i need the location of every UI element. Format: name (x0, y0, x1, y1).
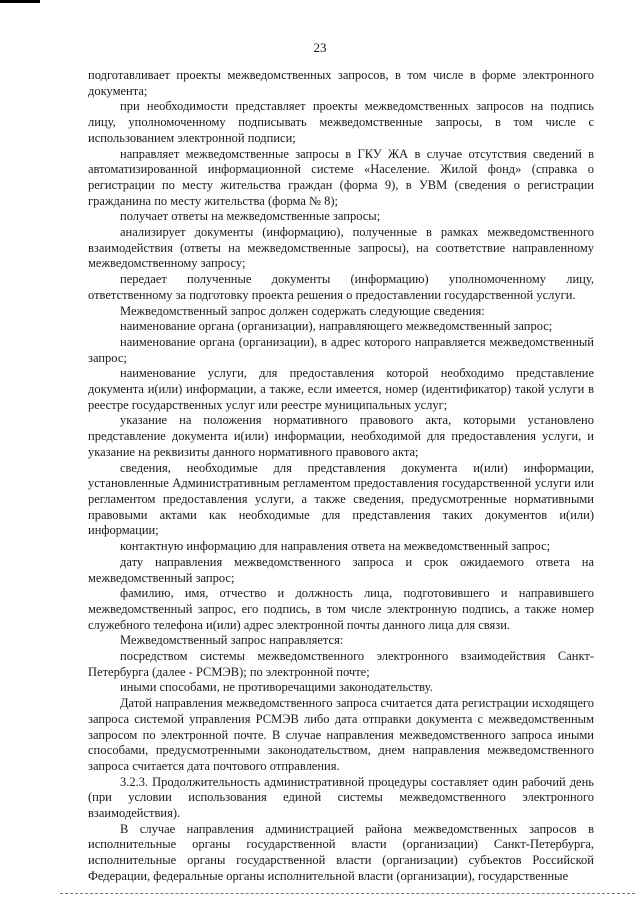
paragraph: посредством системы межведомственного электронного взаимодействия Санкт-Петербурга (далее - РСМЭВ); по электронной почте; (88, 649, 594, 679)
paragraph: фамилию, имя, отчество и должность лица, подготовившего и направившего межведомственный запрос, его подпись, в том числе электронную подпись, а также номер служебного телефона и(или) адрес электронной почты данного лица для связи. (88, 586, 594, 632)
paragraph: получает ответы на межведомственные запросы; (120, 209, 381, 224)
document-body (88, 68, 594, 885)
paragraph: наименование органа (организации), в адрес которого направляется межведомственный запрос; (88, 334, 594, 365)
paragraph: наименование услуги, для предоставления которой необходимо представление документа и(или) информации, а также, если имеется, номер (идентификатор) такой услуги в реестре государственных услуг или реестре муниципальных услуг; (88, 366, 594, 412)
paragraph: при необходимости представляет проекты межведомственных запросов на подпись лицу, уполномоченному подписывать межведомственные запросы, в том числе с использованием электронной подписи; (88, 99, 594, 145)
paragraph: подготавливает проекты межведомственных запросов, в том числе в форме электронного документа; (88, 68, 594, 98)
paragraph: наименование органа (организации), направляющего межведомственный запрос; (120, 319, 553, 334)
paragraph: сведения, необходимые для представления документа и(или) информации, установленные Административным регламентом предоставления государственной услуги или регламентом предоставления услуги, а также сведения, предусмотренные нормативными правовыми актами как необходимые для представления таких документов и(или) информации; (88, 460, 594, 538)
paragraph: В случае направления администрацией района межведомственных запросов в исполнительные органы государственной власти (организации) Санкт-Петербурга, исполнительные органы государственной власти (организации) субъектов Российской Федерации, федеральные органы исполнительной власти (организации), государственные (88, 821, 594, 883)
paragraph: анализирует документы (информацию), полученные в рамках межведомственного взаимодействия (ответы на межведомственные запросы), на соответствие направленному межведомственному запросу; (88, 225, 594, 271)
page-number: 23 (313, 40, 327, 55)
paragraph: указание на положения нормативного правового акта, которыми установлено представление документа и(или) информации, необходимой для предоставления услуги, и указание на реквизиты данного нормативного правового акта; (88, 413, 594, 459)
paragraph: контактную информацию для направления ответа на межведомственный запрос; (120, 539, 551, 554)
scan-corner-mark (0, 0, 40, 3)
paragraph: иными способами, не противоречащими законодательству. (120, 680, 433, 695)
paragraph: Датой направления межведомственного запроса считается дата регистрации исходящего запроса системой управления РСМЭВ либо дата отправки документа с межведомственным запросом по электронной почте. В случае направления межведомственного запроса иными способами, предусмотренными законодательством, днем направления межведомственного запроса считается дата почтового отправления. (88, 696, 594, 773)
scan-bottom-edge (60, 893, 635, 894)
paragraph: Межведомственный запрос направляется: (120, 633, 344, 648)
paragraph: дату направления межведомственного запроса и срок ожидаемого ответа на межведомственный запрос; (88, 554, 594, 585)
paragraph: Межведомственный запрос должен содержать следующие сведения: (120, 303, 485, 318)
paragraph: 3.2.3. Продолжительность административной процедуры составляет один рабочий день (при условии использования единой системы межведомственного электронного взаимодействия). (88, 774, 594, 821)
paragraph: направляет межведомственные запросы в ГКУ ЖА в случае отсутствия сведений в автоматизированной информационной системе «Население. Жилой фонд» (справка о регистрации по месту жительства граждан (форма 9), в УВМ (сведения о регистрации гражданина по месту жительства (форма № 8); (88, 146, 594, 208)
paragraph: передает полученные документы (информацию) уполномоченному лицу, ответственному за подготовку проекта решения о предоставлении государственной услуги. (88, 272, 594, 302)
